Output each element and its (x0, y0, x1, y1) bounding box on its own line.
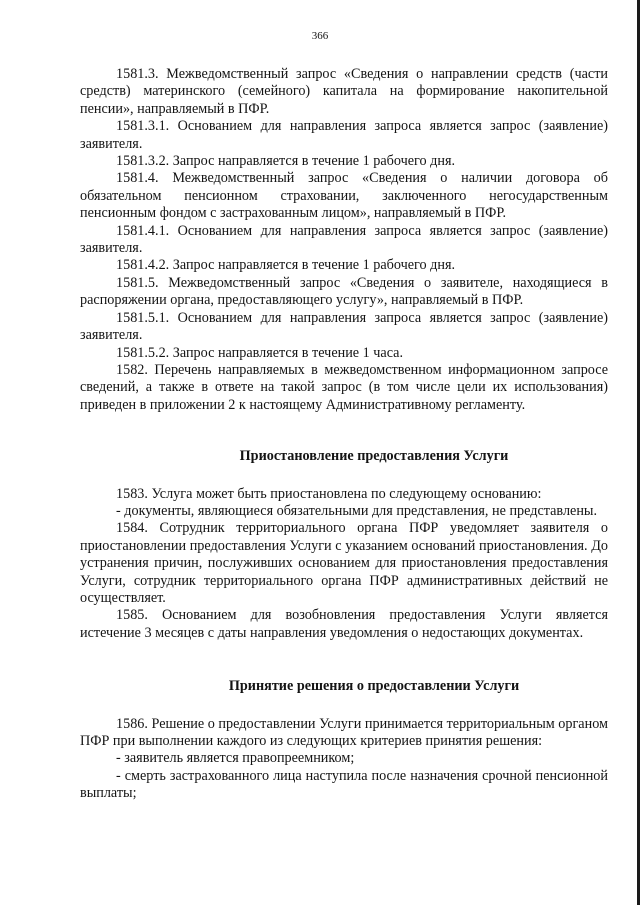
paragraph-1581-3: 1581.3. Межведомственный запрос «Сведения о направлении средств (части средств) материнского (семейного) капитала на формирование накопительной пенсии», направляемый в ПФР. (80, 66, 608, 117)
paragraph-1581-4-2: 1581.4.2. Запрос направляется в течение 1 рабочего дня. (116, 257, 456, 274)
paragraph-1581-5-2: 1581.5.2. Запрос направляется в течение 1 часа. (116, 344, 404, 361)
paragraph-1581-4: 1581.4. Межведомственный запрос «Сведения о наличии договора об обязательном пенсионном страховании, заключенного негосударственным пенсионным фондом с застрахованным лицом», направляемый в ПФР. (80, 170, 608, 222)
paragraph-1581-3-1: 1581.3.1. Основанием для направления запроса является запрос (заявление) заявителя. (80, 118, 608, 152)
list-item-successor: - заявитель является правопреемником; (116, 750, 355, 767)
section-heading-decision: Принятие решения о предоставлении Услуги (228, 678, 520, 695)
page-number: 366 (311, 30, 329, 42)
paragraph-1582: 1582. Перечень направляемых в межведомственном информационном запросе сведений, а также в ответе на такой запрос (в том числе цели их использования) приведен в приложении 2 к настоящему Административному регламенту. (80, 361, 608, 413)
document-body (80, 66, 608, 803)
list-item-missing-documents: - документы, являющиеся обязательными для представления, не представлены. (116, 502, 597, 519)
paragraph-1581-5-1: 1581.5.1. Основанием для направления запроса является запрос (заявление) заявителя. (80, 309, 608, 344)
paragraph-1581-5: 1581.5. Межведомственный запрос «Сведения о заявителе, находящиеся в распоряжении органа, предоставляющего услугу», направляемый в ПФР. (80, 274, 608, 309)
paragraph-1586: 1586. Решение о предоставлении Услуги принимается территориальным органом ПФР при выполнении каждого из следующих критериев принятия решения: (80, 715, 608, 749)
paragraph-1585: 1585. Основанием для возобновления предоставления Услуги является истечение 3 месяцев с даты направления уведомления о недостающих документах. (80, 607, 608, 641)
paragraph-1581-3-2: 1581.3.2. Запрос направляется в течение 1 рабочего дня. (116, 153, 456, 170)
paragraph-1581-4-1: 1581.4.1. Основанием для направления запроса является запрос (заявление) заявителя. (80, 222, 608, 257)
paragraph-1584: 1584. Сотрудник территориального органа ПФР уведомляет заявителя о приостановлении предоставления Услуги с указанием оснований приостановления. До устранения причин, послуживших основанием для приостановления предоставления Услуги, сотрудник территориального органа ПФР административных действий не осуществляет. (80, 520, 608, 606)
paragraph-1583: 1583. Услуга может быть приостановлена по следующему основанию: (116, 485, 542, 502)
section-heading-suspension: Приостановление предоставления Услуги (239, 448, 509, 465)
list-item-death-after-payment: - смерть застрахованного лица наступила после назначения срочной пенсионной выплаты; (80, 767, 608, 802)
